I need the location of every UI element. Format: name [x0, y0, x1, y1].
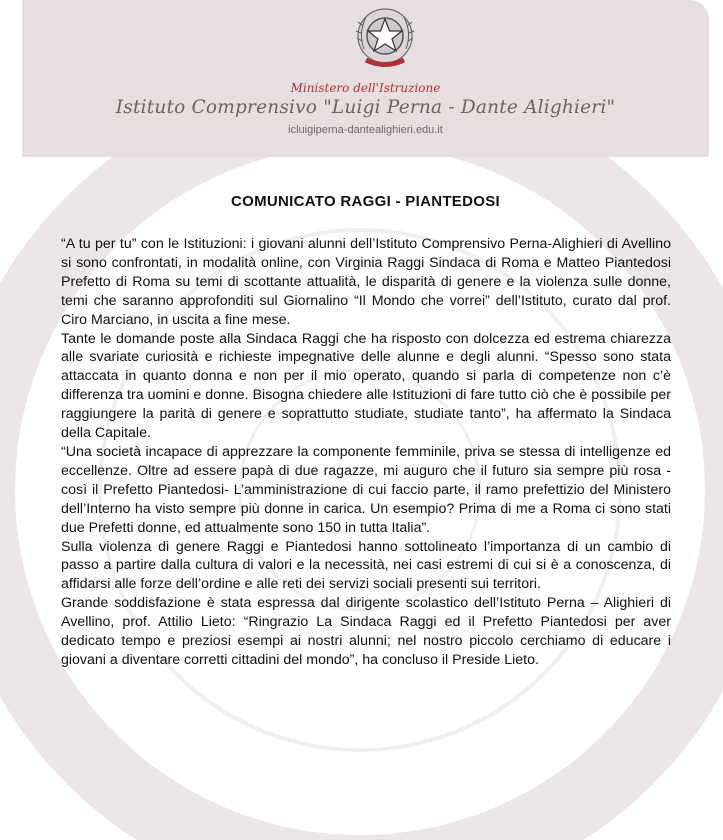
- paragraph: Tante le domande poste alla Sindaca Raggi che ha risposto con dolcezza ed estrema chiarezza alle svariate curiosità e richieste impegnative delle alunne e degli alunni. “Spesso sono stata attaccata in quanto donna e non per il mio operato, quando si parla di competenze non c’è differenza tra uomini e donne. Bisogna chiedere alle Istituzioni di fare tutto ciò che è possibile per raggiungere la parità di genere e soprattutto studiate, studiate tanto”, ha affermato la Sindaca della Capitale.: [61, 330, 671, 442]
- paragraph: “Una società incapace di apprezzare la componente femminile, priva se stessa di intelligenze ed eccellenze. Oltre ad essere papà di due ragazze, mi auguro che il futuro sia sempre più rosa - così il Prefetto Piantedosi- L’amministrazione di cui faccio parte, il ramo prefettizio del Ministero dell’Interno ha visto sempre più donne in carica. Un esempio? Prima di me a Roma ci sono stati due Prefetti donne, ed attualmente sono 150 in tutta Italia”.: [61, 443, 671, 536]
- ministry-name: Ministero dell'Istruzione: [290, 81, 441, 95]
- school-website: icluigiperna-dantealighieri.edu.it: [288, 124, 443, 136]
- document-body: [61, 235, 671, 670]
- paragraph: Grande soddisfazione è stata espressa dal dirigente scolastico dell’Istituto Perna – Alighieri di Avellino, prof. Attilio Lieto: “Ringrazio La Sindaca Raggi ed il Prefetto Piantedosi per aver dedicato tempo e preziosi esempi ai nostri alunni; nel nostro piccolo cerchiamo di educare i giovani a diventare corretti cittadini del mondo”, ha concluso il Preside Lieto.: [61, 595, 671, 668]
- document-title: COMUNICATO RAGGI - PIANTEDOSI: [231, 193, 500, 210]
- school-name: Istituto Comprensivo "Luigi Perna - Dante Alighieri": [115, 97, 616, 118]
- paragraph: “A tu per tu” con le Istituzioni: i giovani alunni dell’Istituto Comprensivo Perna-Alighieri di Avellino si sono confrontati, in modalità online, con Virginia Raggi Sindaca di Roma e Matteo Piantedosi Prefetto di Roma su temi di scottante attualità, le disparità di genere e la violenza sulle donne, temi che saranno approfonditi sul Giornalino “Il Mondo che vorrei” dell’Istituto, curato dal prof. Ciro Marciano, in uscita a fine mese.: [61, 236, 671, 328]
- italian-republic-emblem-icon: [352, 5, 418, 71]
- paragraph: Sulla violenza di genere Raggi e Piantedosi hanno sottolineato l’importanza di un cambio di passo a partire dalla cultura di valori e la necessità, nei casi estremi di cui si è a conoscenza, di affidarsi alle forze dell’ordine e alle reti dei servizi sociali presenti sui territori.: [61, 538, 671, 593]
- letterhead: [22, 0, 709, 157]
